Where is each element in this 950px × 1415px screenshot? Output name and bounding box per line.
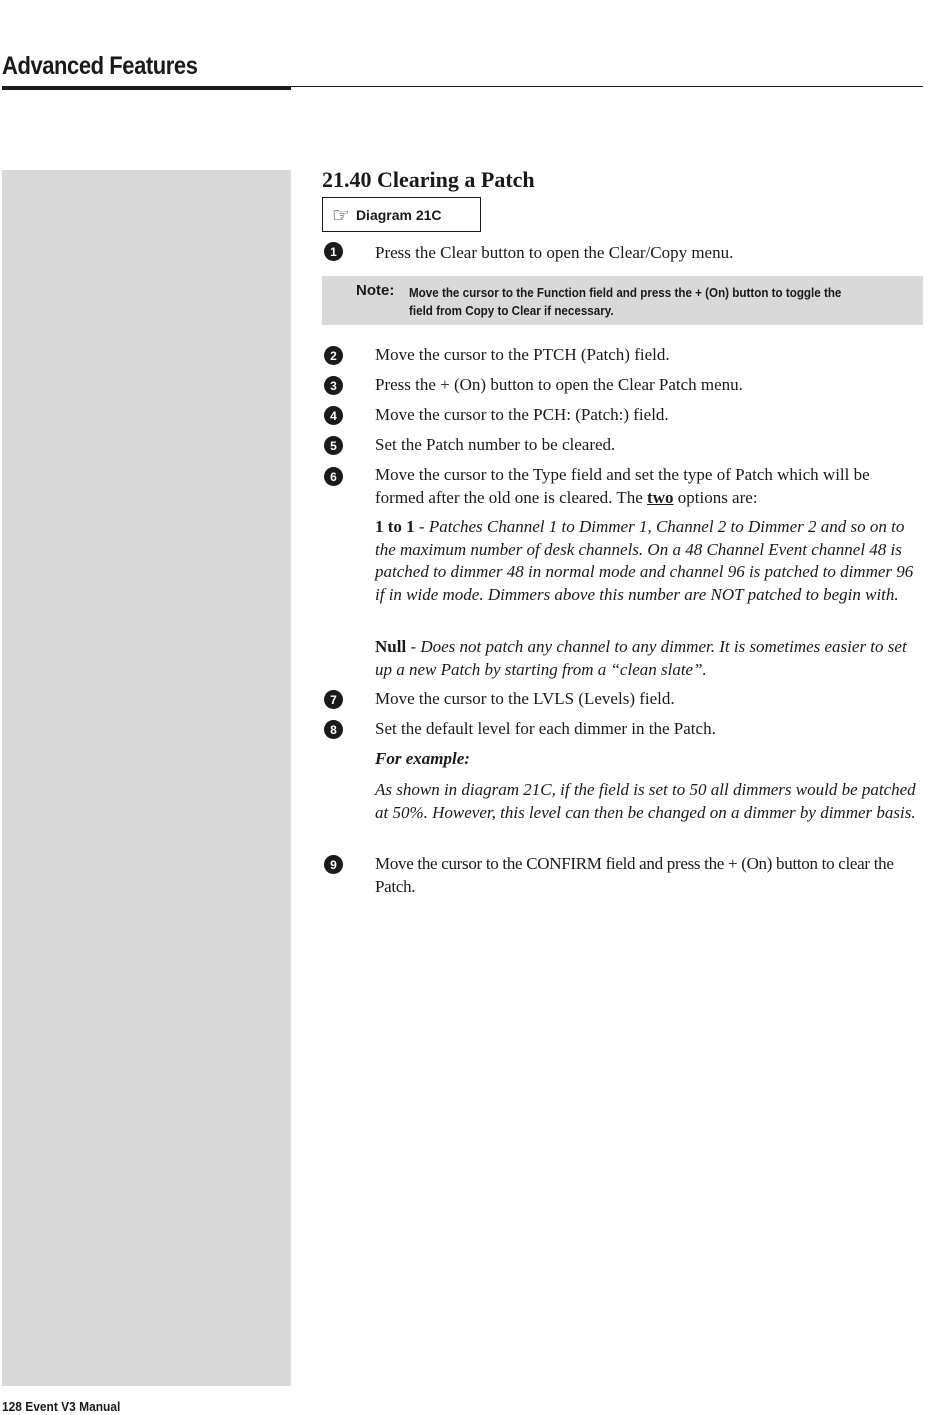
step-number: 3 xyxy=(324,376,343,395)
example-label: For example: xyxy=(375,749,470,768)
note-text: Move the cursor to the Function field and press the + (On) button to toggle the field from Copy to Clear if necessary. xyxy=(409,286,842,318)
step-number: 4 xyxy=(324,406,343,425)
page-footer: 128 Event V3 Manual xyxy=(2,1399,121,1414)
diagram-reference-label: Diagram 21C xyxy=(355,206,442,223)
option-description: Does not patch any channel to any dimmer. It is sometimes easier to set up a new Patch by starting from a “clean slate”. xyxy=(375,637,907,679)
step-number: 2 xyxy=(324,346,343,365)
step-number: 1 xyxy=(324,242,343,261)
section-title: 21.40 Clearing a Patch xyxy=(322,167,535,192)
option-name: 1 to 1 xyxy=(375,517,415,536)
step-text: Move the cursor to the PCH: (Patch:) field. xyxy=(375,405,669,424)
step-text: Set the Patch number to be cleared. xyxy=(375,435,616,454)
note-box xyxy=(322,276,923,325)
option-name: Null xyxy=(375,637,407,656)
step-number: 7 xyxy=(324,690,343,709)
step-text-part: options are: xyxy=(673,487,758,507)
page-header-title: Advanced Features xyxy=(2,52,198,80)
step-text: Set the default level for each dimmer in the Patch. xyxy=(375,719,716,738)
step-text: Move the cursor to the PTCH (Patch) field. xyxy=(375,345,670,364)
step-text-part: Move the cursor to the Type field and set the type of Patch which will be formed after the old one is cleared. The xyxy=(375,465,870,507)
step-number: 6 xyxy=(324,467,343,486)
option-description: Patches Channel 1 to Dimmer 1, Channel 2 to Dimmer 2 and so on to the maximum number of desk channels. On a 48 Channel Event channel 48 is patched to dimmer 48 in normal mode and channel 96 is patched to dimmer 96 if in wide mode. Dimmers above this number are NOT patched to begin with. xyxy=(375,517,914,604)
step-text-emphasis: two xyxy=(647,487,674,507)
step-text: Press the Clear button to open the Clear/Copy menu. xyxy=(375,243,734,262)
option-1-to-1 xyxy=(375,516,923,606)
step-text: Press the + (On) button to open the Clear Patch menu. xyxy=(375,375,743,394)
step-number: 5 xyxy=(324,436,343,455)
example-text: As shown in diagram 21C, if the field is set to 50 all dimmers would be patched at 50%. However, this level can then be changed on a dimmer by dimmer basis. xyxy=(375,780,916,822)
step-number: 8 xyxy=(324,720,343,739)
step-text: Move the cursor to the LVLS (Levels) field. xyxy=(375,689,675,708)
header-rule-thick xyxy=(2,86,291,90)
option-null xyxy=(375,636,923,681)
margin-sidebar xyxy=(2,170,291,1386)
pointing-hand-icon: ☞ xyxy=(332,202,350,227)
step-number: 9 xyxy=(324,855,343,874)
header-rule-thin xyxy=(291,86,923,87)
option-separator: - xyxy=(414,517,429,536)
step-text: Move the cursor to the CONFIRM field and press the + (On) button to clear the Patch. xyxy=(375,854,894,896)
step-text xyxy=(375,464,923,509)
note-label: Note: xyxy=(356,282,395,299)
diagram-reference[interactable] xyxy=(322,197,481,232)
option-separator: - xyxy=(406,637,421,656)
